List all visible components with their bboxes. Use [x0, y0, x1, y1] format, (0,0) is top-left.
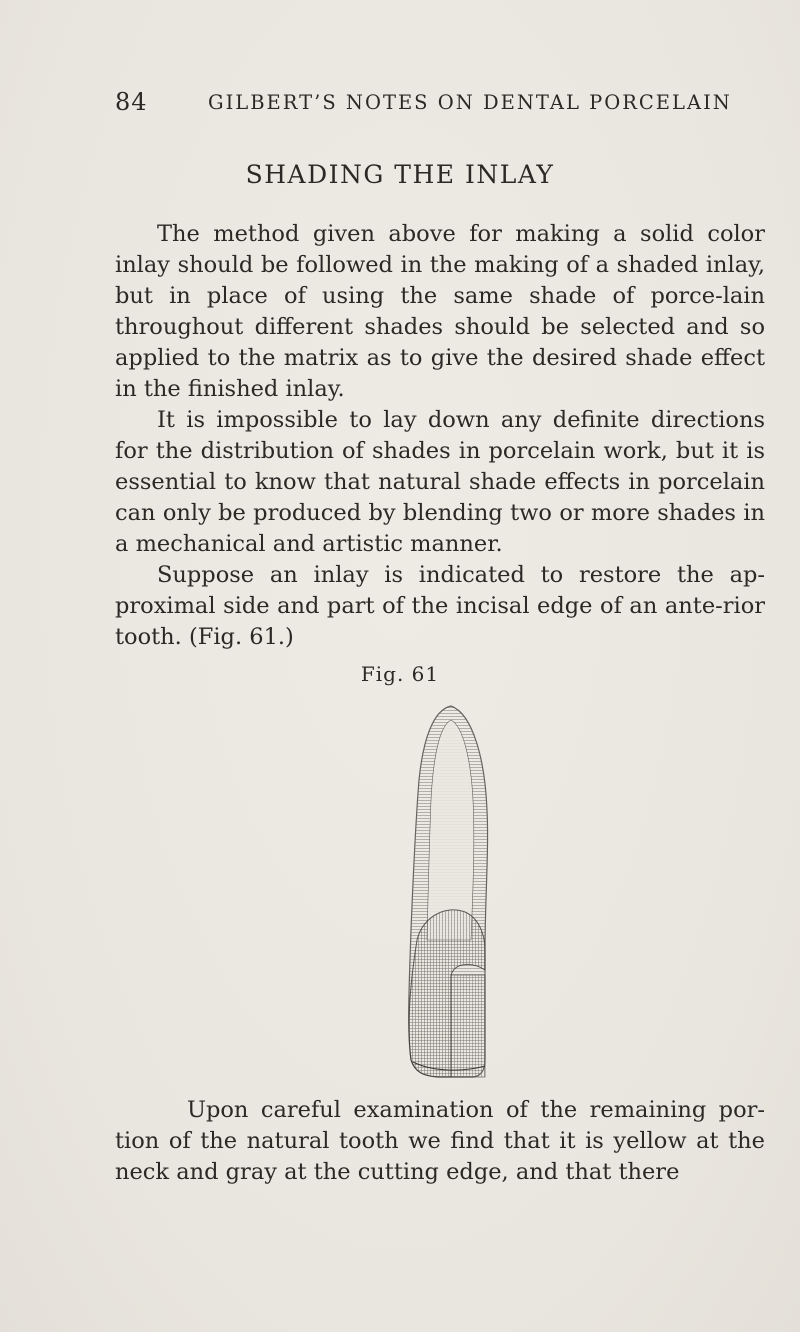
running-head — [0, 88, 800, 124]
figure-caption: Fig. 61 — [360, 662, 440, 686]
paragraph-3: Suppose an inlay is indicated to restore the ap-proximal side and part of the incisal edge of an ante-rior tooth. (Fig. 61.) — [115, 562, 765, 650]
paragraph-4: Upon careful examination of the remaining por-tion of the natural tooth we find that it is yellow at the neck and gray at the cutting edge, and that there — [115, 1097, 765, 1185]
paragraph-2: It is impossible to lay down any definite directions for the distribution of shades in porcelain work, but it is essential to know that natural shade effects in porcelain can only be produced by blending two or more shades in a mechanical and artistic manner. — [115, 407, 765, 557]
paragraph-1: The method given above for making a solid color inlay should be followed in the making of a shaded inlay, but in place of using the same shade of porce-lain throughout different shades should be selected and so applied to the matrix as to give the desired shade effect in the finished inlay. — [115, 221, 765, 402]
tooth-illustration-icon — [393, 700, 513, 1080]
running-title: GILBERT’S NOTES ON DENTAL PORCELAIN — [208, 91, 732, 114]
page-number: 84 — [115, 88, 148, 116]
body-text-bottom — [115, 1095, 765, 1188]
section-title: SHADING THE INLAY — [245, 160, 555, 189]
body-text-top — [115, 219, 765, 653]
